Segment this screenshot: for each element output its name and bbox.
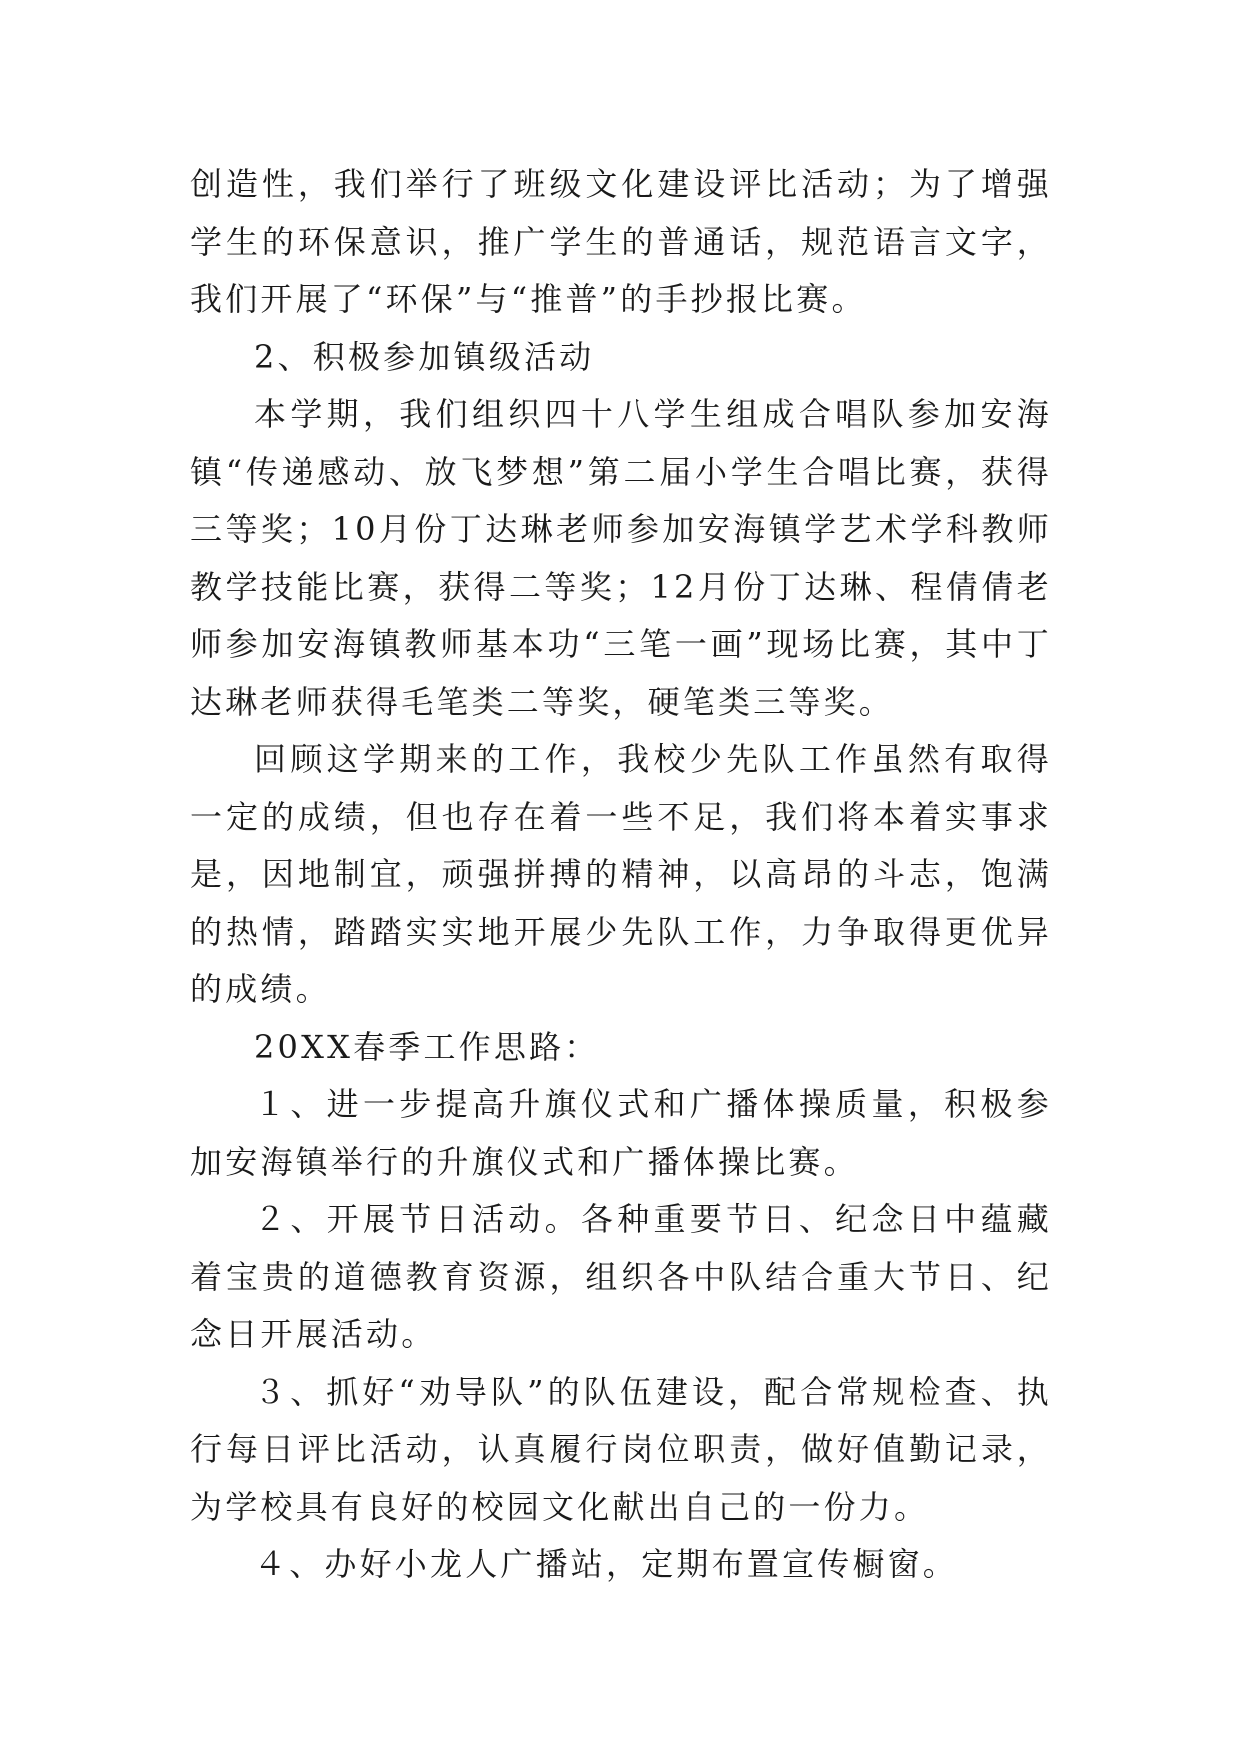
plan-item-2: ２、开展节日活动。各种重要节日、纪念日中蕴藏着宝贵的道德教育资源，组织各中队结合重大节日、纪念日开展活动。 (190, 1200, 1052, 1353)
section-heading-spring-plan: 20XX春季工作思路： (254, 1027, 600, 1066)
plan-item-1: １、进一步提高升旗仪式和广播体操质量，积极参加安海镇举行的升旗仪式和广播体操比赛。 (190, 1085, 1052, 1181)
paragraph-town-activities: 本学期，我们组织四十八学生组成合唱队参加安海镇“传递感动、放飞梦想”第二届小学生合唱比赛，获得三等奖；10月份丁达琳老师参加安海镇学艺术学科教师教学技能比赛，获得二等奖；12月份丁达琳、程倩倩老师参加安海镇教师基本功“三笔一画”现场比赛，其中丁达琳老师获得毛笔类二等奖，硬笔类三等奖。 (190, 395, 1052, 721)
paragraph-review: 回顾这学期来的工作，我校少先队工作虽然有取得一定的成绩，但也存在着一些不足，我们将本着实事求是，因地制宜，顽强拼搏的精神，以高昂的斗志，饱满的热情，踏踏实实地开展少先队工作，力争取得更优异的成绩。 (190, 740, 1052, 1008)
section-heading-town-activities: 2、积极参加镇级活动 (254, 337, 595, 376)
paragraph-1: 创造性，我们举行了班级文化建设评比活动；为了增强学生的环保意识，推广学生的普通话，规范语言文字，我们开展了“环保”与“推普”的手抄报比赛。 (190, 165, 1052, 318)
document-body (190, 156, 1052, 1594)
plan-item-4: ４、办好小龙人广播站，定期布置宣传橱窗。 (254, 1545, 959, 1583)
plan-item-3: ３、抓好“劝导队”的队伍建设，配合常规检查、执行每日评比活动，认真履行岗位职责，做好值勤记录，为学校具有良好的校园文化献出自己的一份力。 (190, 1372, 1052, 1526)
